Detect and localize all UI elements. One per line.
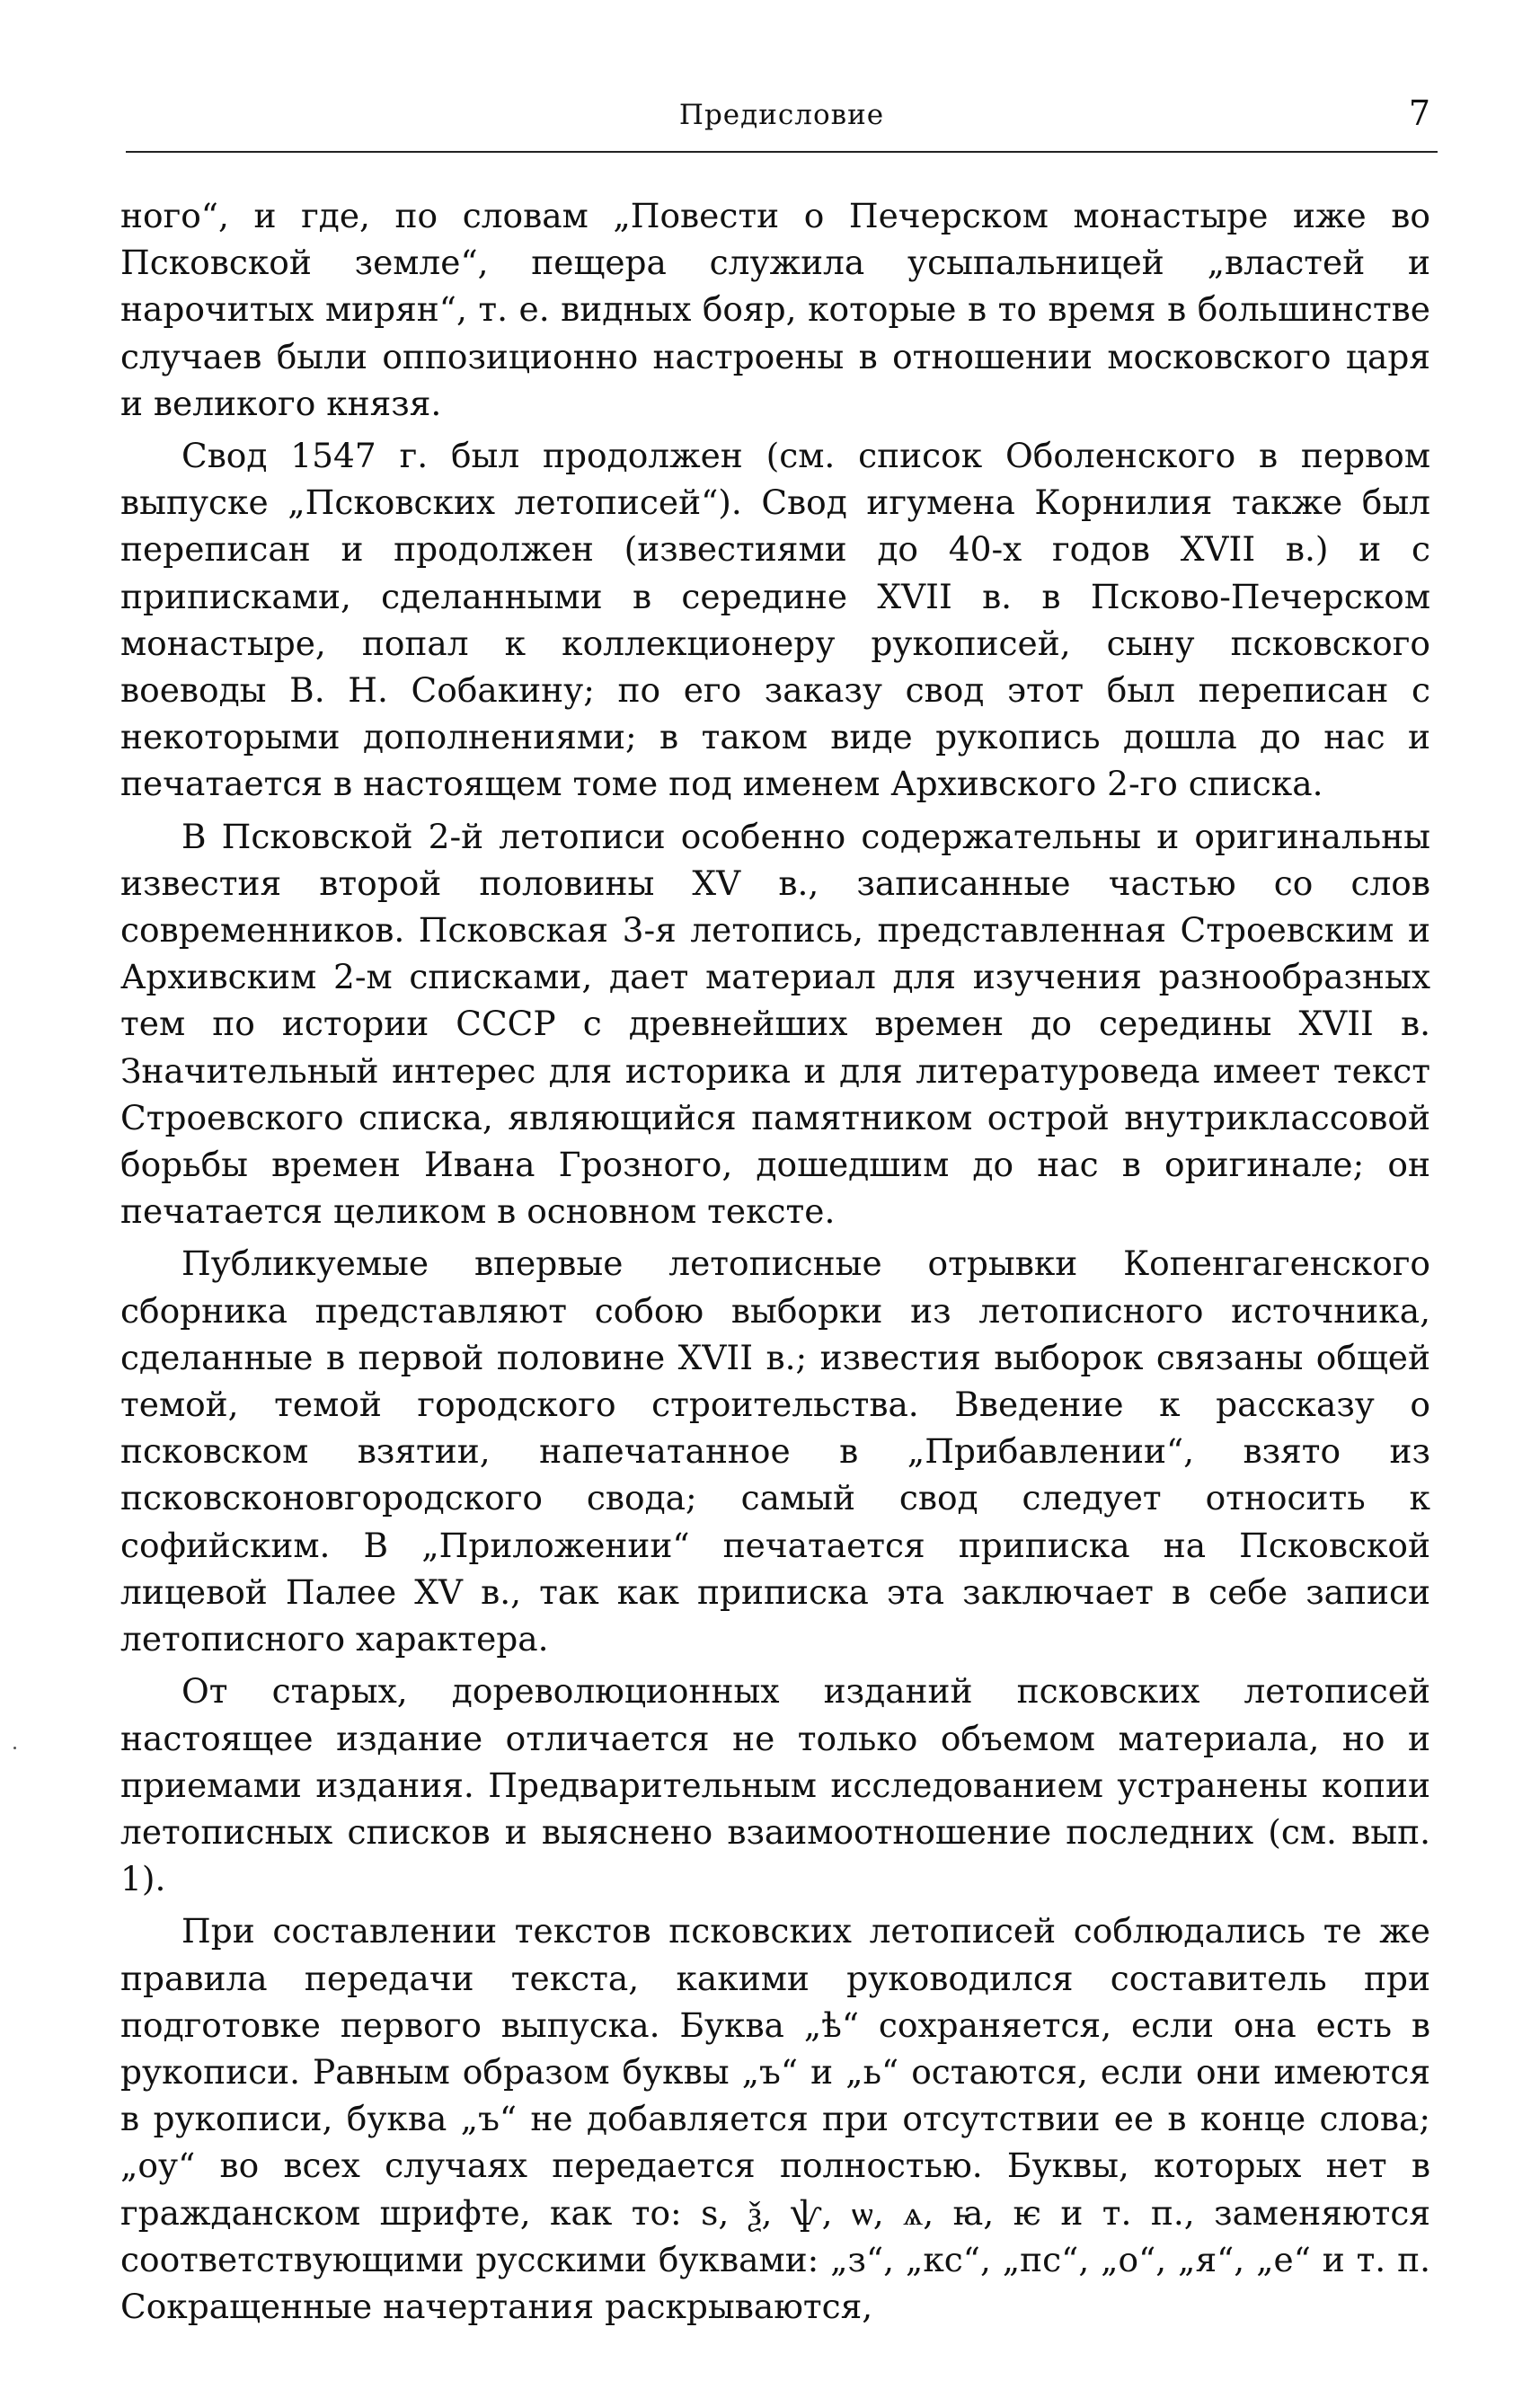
running-title: Предисловие bbox=[678, 99, 885, 131]
paragraph: Свод 1547 г. был продолжен (см. список Оболенского в первом выпуске „Псковских летописей“). Свод игумена Корнилия также был переписан и продолжен (известиями до 40-х годов XVII в.) и с приписками, сделанными в середине XVII в. в Псково-Печерском монастыре, попал к коллекционеру рукописей, сыну псковского воеводы В. Н. Собакину; по его заказу свод этот был переписан с некоторыми дополнениями; в таком виде рукопись дошла до нас и печатается в настоящем томе под именем Архивского 2-го списка. bbox=[120, 436, 1430, 804]
paragraph-continued: ного“, и где, по словам „Повести о Печерском монастыре иже во Псковской земле“, пещера служила усыпальницей „властей и нарочитых мирян“, т. е. видных бояр, которые в то время в большинстве случаев были оппозиционно настроены в отношении московского царя и великого князя. bbox=[120, 196, 1430, 423]
paragraph: Публикуемые впервые летописные отрывки Копенгагенского сборника представляют собою выборки из летописного источника, сделанные в первой половине XVII в.; известия выборок связаны общей темой, темой городского строительства. Введение к рассказу о псковском взятии, напечатанное в „Прибавлении“, взято из псковсконовгородского свода; самый свод следует относить к софийским. В „Приложении“ печатается приписка на Псковской лицевой Палее XV в., так как приписка эта заключает в себе записи летописного характера. bbox=[120, 1243, 1430, 1659]
paragraph: В Псковской 2-й летописи особенно содержательны и оригинальны известия второй половины XV в., записанные частью со слов современников. Псковская 3-я летопись, представленная Строевским и Архивским 2-м списками, дает материал для изучения разнообразных тем по истории СССР с древнейших времен до середины XVII в. Значительный интерес для историка и для литературоведа имеет текст Строевского списка, являющийся памятником острой внутриклассовой борьбы времен Ивана Грозного, дошедшим до нас в оригинале; он печатается целиком в основном тексте. bbox=[120, 816, 1430, 1232]
scan-speck bbox=[13, 1747, 16, 1749]
page-number: 7 bbox=[1408, 93, 1430, 133]
paragraph: От старых, дореволюционных изданий псковских летописей настоящее издание отличается не только объемом материала, но и приемами издания. Предварительным исследованием устранены копии летописных списков и выяснено взаимоотношение последних (см. вып. 1). bbox=[120, 1671, 1430, 1899]
paragraph: При составлении текстов псковских летописей соблюдались те же правила передачи текста, какими руководился составитель при подготовке первого выпуска. Буква „ѣ“ сохраняется, если она есть в рукописи. Равным образом буквы „ъ“ и „ь“ остаются, если они имеются в рукописи, буква „ъ“ не добавляется при отсутствии ее в конце слова; „оу“ во всех случаях передается полностью. Буквы, которых нет в гражданском шрифте, как то: ѕ, ѯ, ѱ, ѡ, ѧ, ꙗ, ѥ и т. п., заменяются соответствующими русскими буквами: „з“, „кс“, „пс“, „о“, „я“, „е“ и т. п. Сокращенные начертания раскрываются, bbox=[120, 1911, 1430, 2326]
running-header bbox=[126, 93, 1438, 153]
body-text bbox=[120, 192, 1430, 2335]
